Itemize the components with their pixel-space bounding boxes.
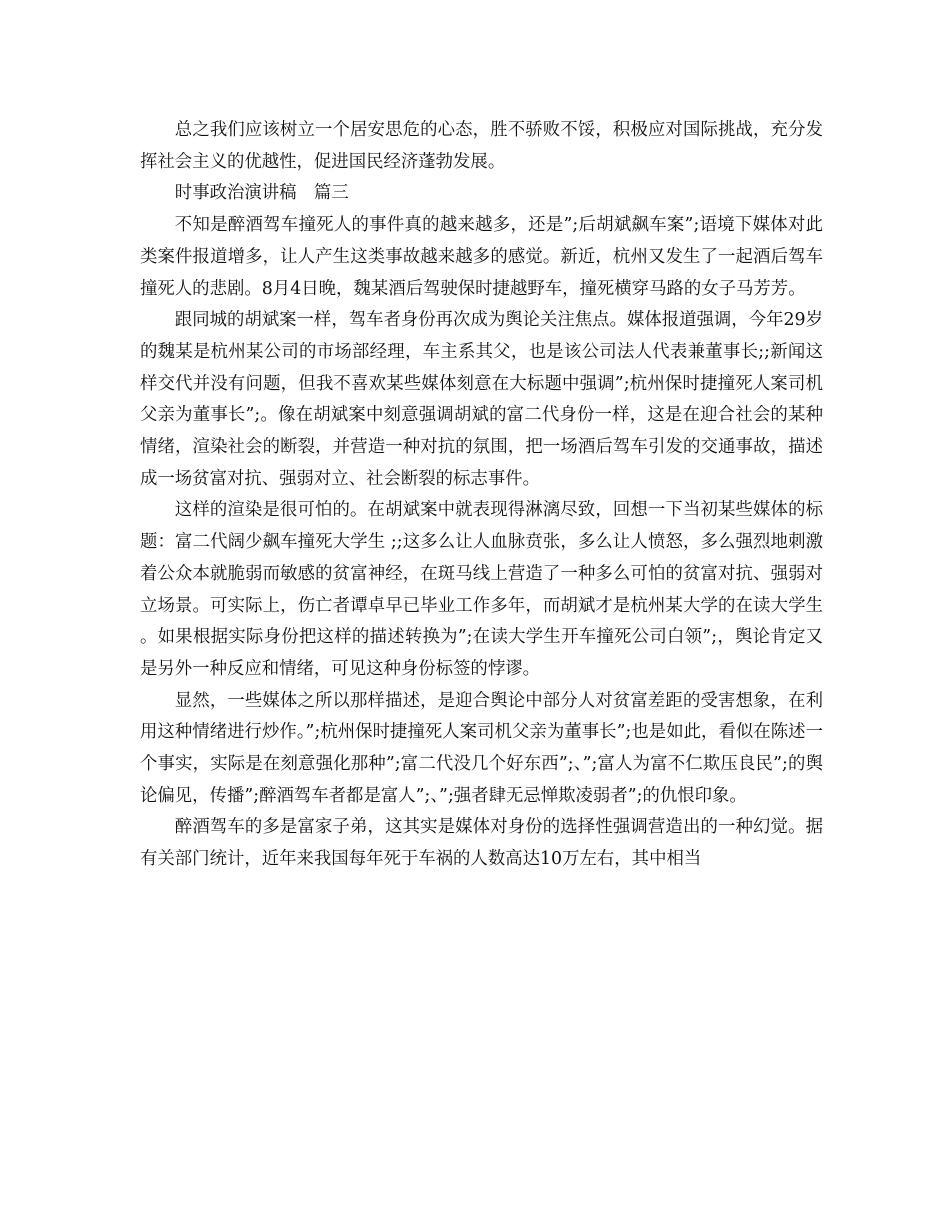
paragraph-statistics: 醉酒驾车的多是富家子弟，这其实是媒体对身份的选择性强调营造出的一种幻觉。据有关部门统计，近年来我国每年死于车祸的人数高达10万左右，其中相当	[140, 817, 823, 870]
section-heading: 时事政治演讲稿 篇三	[174, 183, 349, 204]
document-body	[140, 115, 823, 876]
paragraph-conclusion: 总之我们应该树立一个居安思危的心态，胜不骄败不馁，积极应对国际挑战，充分发挥社会主义的优越性，促进国民经济蓬勃发展。	[140, 120, 823, 172]
paragraph-media: 显然，一些媒体之所以那样描述，是迎合舆论中部分人对贫富差距的受害想象，在利用这种情绪进行炒作。”;杭州保时捷撞死人案司机父亲为董事长”;也是如此，看似在陈述一个事实，实际是在刻意强化那种”;富二代没几个好东西”;、”;富人为富不仁欺压良民”;的舆论偏见，传播”;醉酒驾车者都是富人”;、”;强者肆无忌惮欺凌弱者”;的仇恨印象。	[140, 690, 823, 806]
paragraph-rendering: 这样的渲染是很可怕的。在胡斌案中就表现得淋漓尽致，回想一下当初某些媒体的标题：富二代阔少飙车撞死大学生 ;;这多么让人血脉贲张，多么让人愤怒，多么强烈地刺激着公众本就脆弱而敏感的贫富神经，在斑马线上营造了一种多么可怕的贫富对抗、强弱对立场景。可实际上，伤亡者谭卓早已毕业工作多年，而胡斌才是杭州某大学的在读大学生。如果根据实际身份把这样的描述转换为”;在读大学生开车撞死公司白领”;，舆论肯定又是另外一种反应和情绪，可见这种身份标签的悖谬。	[140, 500, 823, 679]
paragraph-identity: 跟同城的胡斌案一样，驾车者身份再次成为舆论关注焦点。媒体报道强调，今年29岁的魏某是杭州某公司的市场部经理，车主系其父，也是该公司法人代表兼董事长;;新闻这样交代并没有问题，但我不喜欢某些媒体刻意在大标题中强调”;杭州保时捷撞死人案司机父亲为董事长”;。像在胡斌案中刻意强调胡斌的富二代身份一样，这是在迎合社会的某种情绪，渲染社会的断裂，并营造一种对抗的氛围，把一场酒后驾车引发的交通事故，描述成一场贫富对抗、强弱对立、社会断裂的标志事件。	[140, 310, 823, 489]
paragraph-intro: 不知是醉酒驾车撞死人的事件真的越来越多，还是”;后胡斌飙车案”;语境下媒体对此类案件报道增多，让人产生这类事故越来越多的感觉。新近，杭州又发生了一起酒后驾车撞死人的悲剧。8月4日晚，魏某酒后驾驶保时捷越野车，撞死横穿马路的女子马芳芳。	[140, 215, 823, 299]
